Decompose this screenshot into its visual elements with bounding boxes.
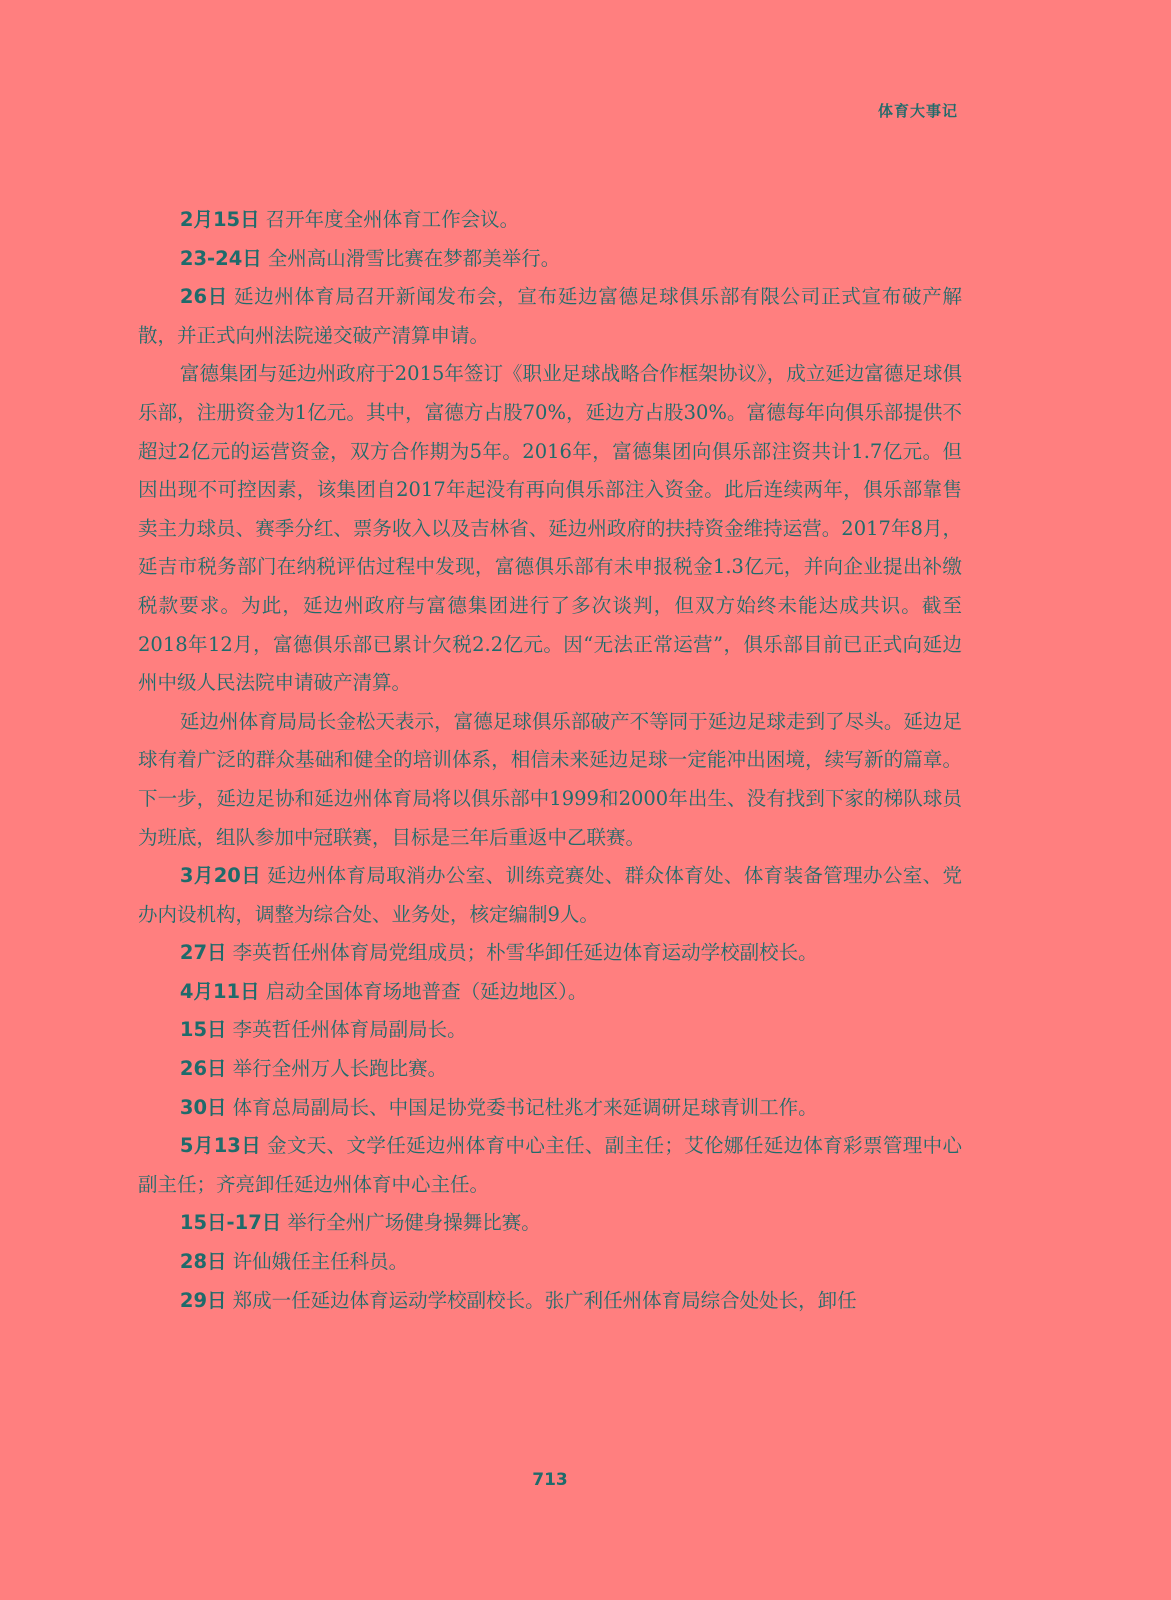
chronicle-entry: [138, 1282, 962, 1321]
running-header: 体育大事记: [877, 102, 958, 120]
entry-date: 5月13日: [179, 1134, 262, 1158]
page-number: 713: [532, 1470, 568, 1490]
chronicle-entry: [138, 201, 962, 240]
entry-text: 许仙娥任主任科员。: [232, 1250, 409, 1274]
entry-text: 启动全国体育场地普查（延边地区）。: [265, 979, 588, 1003]
chronicle-entry: [138, 1204, 962, 1243]
entry-text: 李英哲任州体育局党组成员；朴雪华卸任延边体育运动学校副校长。: [232, 941, 818, 965]
entry-date: 2月15日: [179, 208, 260, 231]
chronicle-entry: [138, 857, 962, 934]
chronicle-entry: [138, 1127, 962, 1204]
entry-text: 延边州体育局局长金松天表示，富德足球俱乐部破产不等同于延边足球走到了尽头。延边足球有着广泛的群众基础和健全的培训体系，相信未来延边足球一定能冲出困境，续写新的篇章。下一步，延边足协和延边州体育局将以俱乐部中1999和2000年出生、没有找到下家的梯队球员为班底，组队参加中冠联赛，目标是三年后重返中乙联赛。: [138, 709, 962, 849]
entry-date: 15日: [179, 1018, 227, 1042]
entry-text: 富德集团与延边州政府于2015年签订《职业足球战略合作框架协议》，成立延边富德足球俱乐部，注册资金为1亿元。其中，富德方占股70%，延边方占股30%。富德每年向俱乐部提供不超过2亿元的运营资金，双方合作期为5年。2016年，富德集团向俱乐部注资共计1.7亿元。但因出现不可控因素，该集团自2017年起没有再向俱乐部注入资金。此后连续两年，俱乐部靠售卖主力球员、赛季分红、票务收入以及吉林省、延边州政府的扶持资金维持运营。2017年8月，延吉市税务部门在纳税评估过程中发现，富德俱乐部有未申报税金1.3亿元，并向企业提出补缴税款要求。为此，延边州政府与富德集团进行了多次谈判，但双方始终未能达成共识。截至2018年12月，富德俱乐部已累计欠税2.2亿元。因“无法正常运营”，俱乐部目前已正式向延边州中级人民法院申请破产清算。: [138, 362, 962, 695]
chronicle-entry: [138, 973, 962, 1012]
chronicle-entry: [138, 1011, 962, 1050]
entry-text: 延边州体育局取消办公室、训练竞赛处、群众体育处、体育装备管理办公室、党办内设机构，调整为综合处、业务处，核定编制9人。: [138, 864, 962, 926]
entry-text: 李英哲任州体育局副局长。: [232, 1018, 467, 1042]
entry-date: 29日: [179, 1288, 227, 1312]
entry-date: 27日: [179, 941, 227, 965]
chronicle-body: [138, 201, 962, 1320]
chronicle-entry: [138, 1243, 962, 1282]
chronicle-paragraph: [138, 355, 962, 702]
entry-date: 15日-17日: [179, 1211, 282, 1235]
chronicle-entry: [138, 934, 962, 973]
entry-date: 30日: [179, 1095, 227, 1119]
entry-date: 26日: [179, 285, 229, 309]
chronicle-entry: [138, 1050, 962, 1089]
entry-date: 23-24日: [179, 246, 262, 270]
entry-text: 举行全州万人长跑比赛。: [232, 1057, 448, 1081]
chronicle-paragraph: [138, 703, 962, 857]
entry-text: 金文天、文学任延边州体育中心主任、副主任；艾伦娜任延边体育彩票管理中心副主任；齐亮卸任延边州体育中心主任。: [138, 1134, 962, 1196]
entry-text: 体育总局副局长、中国足协党委书记杜兆才来延调研足球青训工作。: [232, 1095, 818, 1119]
chronicle-entry: [138, 1089, 962, 1128]
entry-text: 全州高山滑雪比赛在梦都美举行。: [267, 246, 561, 270]
entry-date: 4月11日: [179, 979, 260, 1003]
chronicle-entry: [138, 278, 962, 355]
entry-date: 26日: [179, 1057, 227, 1081]
entry-text: 召开年度全州体育工作会议。: [265, 208, 520, 231]
entry-date: 28日: [179, 1250, 227, 1274]
entry-text: 郑成一任延边体育运动学校副校长。张广利任州体育局综合处处长，卸任: [232, 1288, 857, 1312]
chronicle-entry: [138, 240, 962, 279]
entry-text: 延边州体育局召开新闻发布会，宣布延边富德足球俱乐部有限公司正式宣布破产解散，并正式向州法院递交破产清算申请。: [138, 285, 962, 347]
entry-text: 举行全州广场健身操舞比赛。: [287, 1211, 541, 1235]
entry-date: 3月20日: [179, 864, 262, 888]
